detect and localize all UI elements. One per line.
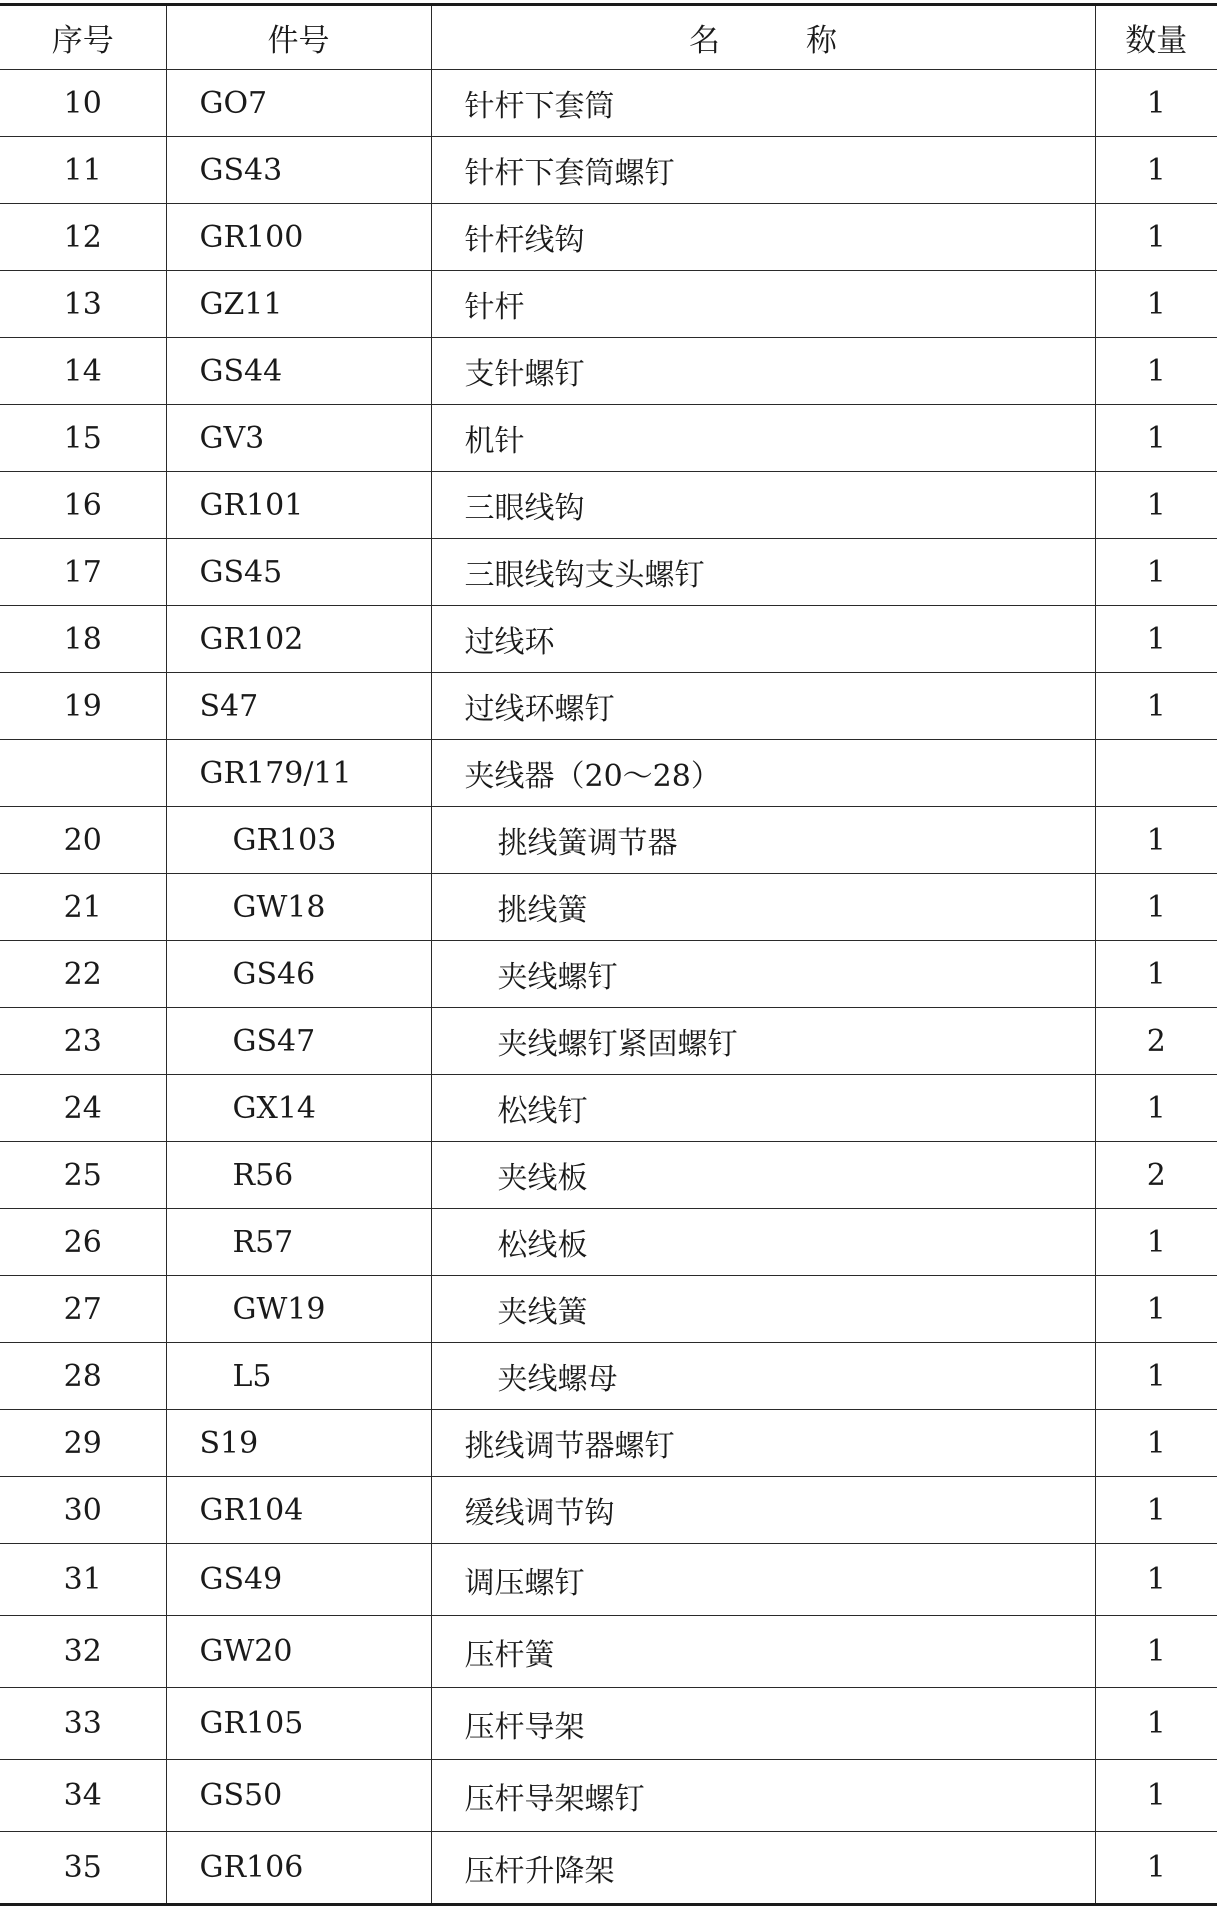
table-row-subpart [0,1276,1217,1343]
row-name: 针杆下套筒 [431,70,1095,137]
row-seq: 30 [0,1477,166,1544]
row-seq: 19 [0,673,166,740]
row-qty: 1 [1095,1832,1217,1905]
row-name: 过线环 [431,606,1095,673]
row-qty: 1 [1095,338,1217,405]
row-name: 挑线调节器螺钉 [431,1410,1095,1477]
row-name: 压杆导架螺钉 [431,1760,1095,1832]
header-name-first: 名 [689,23,720,59]
table-row-subpart [0,807,1217,874]
table-row-subpart [0,874,1217,941]
row-part-no: S47 [166,673,431,740]
row-seq: 15 [0,405,166,472]
row-qty: 1 [1095,405,1217,472]
header-name-second: 称 [806,23,837,59]
row-part-no: GS43 [166,137,431,204]
row-seq: 21 [0,874,166,941]
row-part-no: GR101 [166,472,431,539]
row-qty: 1 [1095,70,1217,137]
row-qty: 1 [1095,807,1217,874]
parts-table [0,3,1217,1906]
row-seq: 27 [0,1276,166,1343]
row-seq: 23 [0,1008,166,1075]
row-qty: 1 [1095,1477,1217,1544]
table-row [0,606,1217,673]
row-name: 过线环螺钉 [431,673,1095,740]
row-part-no: GS50 [166,1760,431,1832]
row-name: 针杆下套筒螺钉 [431,137,1095,204]
header-part-no: 件号 [166,5,431,70]
row-part-no: GS45 [166,539,431,606]
row-part-no: R57 [166,1209,431,1276]
row-part-no: GR105 [166,1688,431,1760]
row-part-no: GS44 [166,338,431,405]
row-seq: 14 [0,338,166,405]
row-name: 三眼线钩支头螺钉 [431,539,1095,606]
row-qty: 1 [1095,137,1217,204]
row-qty: 1 [1095,673,1217,740]
row-part-no: GS46 [166,941,431,1008]
header-qty: 数量 [1095,5,1217,70]
row-name: 挑线簧调节器 [431,807,1095,874]
table-row [0,1616,1217,1688]
row-seq: 11 [0,137,166,204]
table-row [0,271,1217,338]
row-seq: 35 [0,1832,166,1905]
table-row [0,673,1217,740]
row-name: 三眼线钩 [431,472,1095,539]
row-qty: 1 [1095,941,1217,1008]
table-row [0,1477,1217,1544]
row-seq: 31 [0,1544,166,1616]
row-part-no: GR103 [166,807,431,874]
row-part-no: GV3 [166,405,431,472]
row-seq: 16 [0,472,166,539]
row-qty: 1 [1095,874,1217,941]
row-part-no: GR102 [166,606,431,673]
table-row-subpart [0,1075,1217,1142]
row-part-no: GW19 [166,1276,431,1343]
row-qty: 1 [1095,1688,1217,1760]
row-seq: 12 [0,204,166,271]
header-seq: 序号 [0,5,166,70]
row-name: 松线钉 [431,1075,1095,1142]
row-seq: 24 [0,1075,166,1142]
row-seq: 18 [0,606,166,673]
row-qty: 1 [1095,472,1217,539]
row-name: 夹线螺钉紧固螺钉 [431,1008,1095,1075]
row-part-no: GR106 [166,1832,431,1905]
row-name: 压杆簧 [431,1616,1095,1688]
row-part-no: L5 [166,1343,431,1410]
row-seq: 33 [0,1688,166,1760]
row-qty: 1 [1095,1760,1217,1832]
row-part-no: GS49 [166,1544,431,1616]
table-row [0,1544,1217,1616]
row-seq: 20 [0,807,166,874]
row-seq: 25 [0,1142,166,1209]
row-name: 针杆 [431,271,1095,338]
row-qty: 1 [1095,1075,1217,1142]
row-name: 夹线簧 [431,1276,1095,1343]
table-row [0,1688,1217,1760]
row-qty: 1 [1095,1410,1217,1477]
row-qty: 2 [1095,1008,1217,1075]
row-qty [1095,740,1217,807]
row-qty: 1 [1095,204,1217,271]
row-qty: 1 [1095,1616,1217,1688]
table-row [0,539,1217,606]
table-row [0,1832,1217,1905]
row-qty: 1 [1095,1276,1217,1343]
row-part-no: GR104 [166,1477,431,1544]
table-row [0,1760,1217,1832]
row-name: 松线板 [431,1209,1095,1276]
row-name: 压杆导架 [431,1688,1095,1760]
row-name: 缓线调节钩 [431,1477,1095,1544]
row-seq: 29 [0,1410,166,1477]
table-row [0,204,1217,271]
row-seq [0,740,166,807]
table-row [0,405,1217,472]
row-name: 压杆升降架 [431,1832,1095,1905]
row-name: 调压螺钉 [431,1544,1095,1616]
table-row-subpart [0,1008,1217,1075]
row-name: 针杆线钩 [431,204,1095,271]
row-qty: 1 [1095,539,1217,606]
row-name: 夹线螺钉 [431,941,1095,1008]
table-row [0,70,1217,137]
row-seq: 32 [0,1616,166,1688]
row-seq: 10 [0,70,166,137]
table-row [0,338,1217,405]
row-qty: 1 [1095,606,1217,673]
row-name: 夹线器（20～28） [431,740,1095,807]
row-name: 夹线板 [431,1142,1095,1209]
row-seq: 22 [0,941,166,1008]
row-name: 机针 [431,405,1095,472]
row-qty: 1 [1095,271,1217,338]
row-part-no: GO7 [166,70,431,137]
row-part-no: GW20 [166,1616,431,1688]
row-qty: 1 [1095,1343,1217,1410]
table-header-row [0,5,1217,70]
row-part-no: GS47 [166,1008,431,1075]
row-name: 支针螺钉 [431,338,1095,405]
row-name: 挑线簧 [431,874,1095,941]
table-row-subpart [0,941,1217,1008]
row-qty: 1 [1095,1209,1217,1276]
row-seq: 34 [0,1760,166,1832]
row-part-no: GR179/11 [166,740,431,807]
row-seq: 26 [0,1209,166,1276]
table-row [0,137,1217,204]
row-seq: 17 [0,539,166,606]
table-row-assembly [0,740,1217,807]
row-name: 夹线螺母 [431,1343,1095,1410]
header-name [431,5,1095,70]
row-qty: 1 [1095,1544,1217,1616]
row-part-no: GZ11 [166,271,431,338]
row-seq: 13 [0,271,166,338]
row-part-no: GR100 [166,204,431,271]
table-row-subpart [0,1209,1217,1276]
row-qty: 2 [1095,1142,1217,1209]
row-part-no: R56 [166,1142,431,1209]
row-part-no: GX14 [166,1075,431,1142]
table-row [0,472,1217,539]
row-seq: 28 [0,1343,166,1410]
table-row-subpart [0,1142,1217,1209]
table-row-subpart [0,1343,1217,1410]
table-row [0,1410,1217,1477]
row-part-no: S19 [166,1410,431,1477]
row-part-no: GW18 [166,874,431,941]
